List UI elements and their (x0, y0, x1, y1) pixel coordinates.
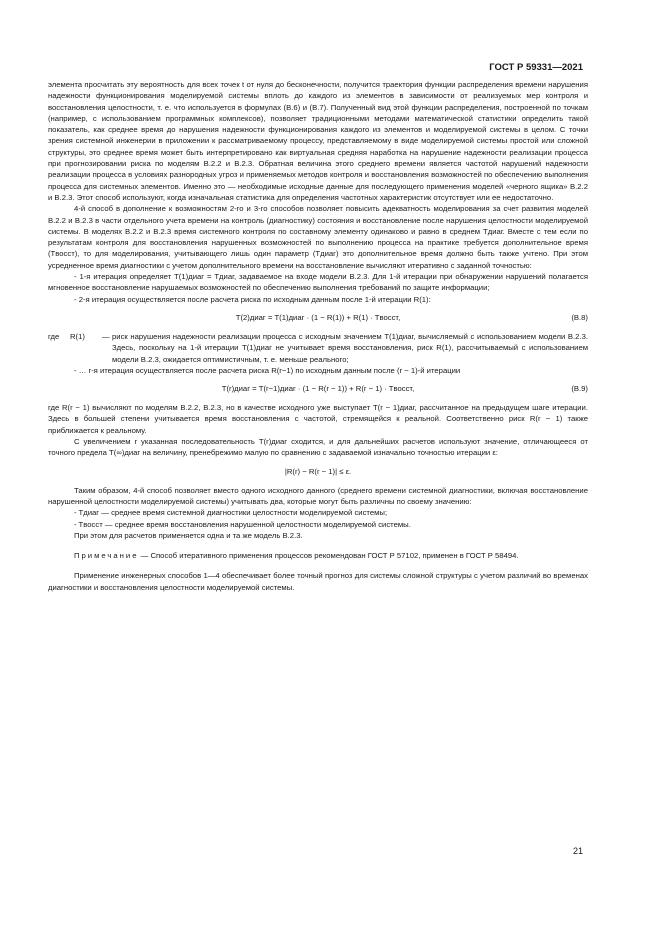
paragraph: При этом для расчетов применяется одна и та же модель В.2.3. (74, 530, 303, 540)
document-id: ГОСТ Р 59331—2021 (489, 62, 583, 73)
list-item: - 2-я итерация осуществляется после расчета риска по исходным данным после 1-й итерации R(1): (74, 294, 431, 304)
formula-convergence (48, 459, 588, 485)
note (48, 550, 588, 561)
where-label: где (48, 331, 60, 341)
where-dash: — (102, 331, 110, 341)
formula-b9 (48, 376, 588, 402)
paragraph: С увеличением r указанная последовательность T(r)диаг сходится, и для дальнейших расчетов используют значение, отличающееся от точного предела T(∞)диаг на величину, пренебрежимо малую по сравнению с задаваемой изначально точностью итерации ε: (48, 437, 588, 458)
formula-expression: T(r)диаг = T(r−1)диаг · (1 − R(r − 1)) + R(r − 1) · Tвосст, (221, 384, 415, 394)
formula-expression: T(2)диаг = T(1)диаг · (1 − R(1)) + R(1) · Tвосст, (235, 312, 401, 322)
paragraph: Таким образом, 4-й способ позволяет вместо одного исходного данного (среднего времени системной диагностики, включая восстановление нарушенной целостности моделируемой системы) учитывать два, которые могут быть различны по своему значению: (48, 485, 588, 506)
paragraph: Применение инженерных способов 1—4 обеспечивает более точный прогноз для системы сложной структуры с учетом различий во временах диагностики и восстановления целостности моделируемой системы. (48, 571, 588, 592)
formula-number: (В.8) (571, 312, 588, 322)
paragraph: где R(r − 1) вычисляют по моделям В.2.2, В.2.3, но в качестве исходного уже выступает T(r − 1)диаг, рассчитанное на предыдущем шаге итерации. Здесь в большей степени учитывается время восстановления с частотой, стремящейся к реальной. Соответственно риск R(r − 1) также приближается к реальному. (48, 403, 588, 435)
where-definition: риск нарушения надежности реализации процесса с исходным значением T(1)диаг, вычисляемый с использованием модели В.2.3. Здесь, поскольку на 1-й итерации T(1)диаг не учитывает время восстановления, риск R(1), рассчитываемый с использованием модели В.2.3, ожидается оптимистичным, т. е. меньше реального; (112, 331, 588, 364)
where-symbol: R(1) (70, 331, 85, 341)
where-clause (48, 331, 588, 365)
paragraph: элемента просчитать эту вероятность для всех точек t от нуля до бесконечности, получится траектория функции распределения времени нарушения надежности функционирования моделируемой системы вплоть до каждого из элементов в зависимости от реализуемых мер контроля и восстановления целостности, т. е. что используется в формулах (В.6) и (В.7). Полученный вид этой функции распределения, построенной по точкам (например, с использованием программных комплексов), позволяет традиционными методами математической статистики определить такой показатель, как среднее время до нарушения надежности функционирования каждого из элементов и моделируемой системы в целом. С точки зрения системной инженерии в приложении к рассматриваемому процессу, представляемому в виде моделируемой системы простой или сложной структуры, это среднее время может быть интерпретировано как виртуальная средняя наработка на нарушение надежности реализации процесса при прогнозировании риска по моделям В.2.2 и В.2.3. Обратная величина этого среднего времени является частотой нарушений надежности реализации процесса в условиях разнородных угроз и применяемых методов контроля и восстановления возможностей по обеспечению выполнения процесса для системных элементов. Именно это — необходимые исходные данные для последующего применения моделей «черного ящика» В.2.2 и В.2.3. Этот способ используют, когда изначальная статистика для определения частотных характеристик отсутствует или ее недостаточно. (48, 80, 588, 202)
formula-expression: |R(r) − R(r − 1)| ≤ ε. (284, 466, 352, 476)
page-body (48, 79, 588, 593)
page-number: 21 (573, 846, 584, 856)
list-item: - Tвосст — среднее время восстановления нарушенной целостности моделируемой системы. (74, 519, 411, 529)
list-item: - 1-я итерация определяет T(1)диаг = Tдиаг, задаваемое на входе модели В.2.3. Для 1-й итерации при обнаружении нарушений полагается мгновенное восстановление нарушаемых возможностей по обеспечению выполнения требований по защите информации; (48, 272, 588, 293)
note-text: — Способ итеративного применения процессов рекомендован ГОСТ Р 57102, применен в ГОСТ Р 58494. (138, 551, 519, 561)
note-label: Примечание (74, 551, 139, 561)
formula-number: (В.9) (571, 384, 588, 394)
paragraph: 4-й способ в дополнение к возможностям 2-го и 3-го способов позволяет повысить адекватность моделирования за счет развития моделей В.2.2 и В.2.3 в части отдельного учета времени на контроль (диагностику) состояния и восстановление после нарушения целостности моделируемой системы. В моделях В.2.2 и В.2.3 время системного контроля по составному элементу одинаково и равно в среднем Tдиаг. Вместе с тем если по результатам контроля для восстановления нарушенных возможностей по выполнению процесса на практике требуется дополнительное время (Tвосст), то для моделирования, учитывающего лишь один параметр (Tдиаг) это дополнительное время должно быть также учтено. При этом усредненное время диагностики с учетом дополнительного времени на восстановление вычисляют итеративно с заданной точностью: (48, 204, 588, 270)
formula-b8 (48, 305, 588, 331)
list-item: - Tдиаг — среднее время системной диагностики целостности моделируемой системы; (74, 508, 388, 518)
list-item: - … r-я итерация осуществляется после расчета риска R(r−1) по исходным данным после (r − 1)-й итерации (74, 365, 461, 375)
